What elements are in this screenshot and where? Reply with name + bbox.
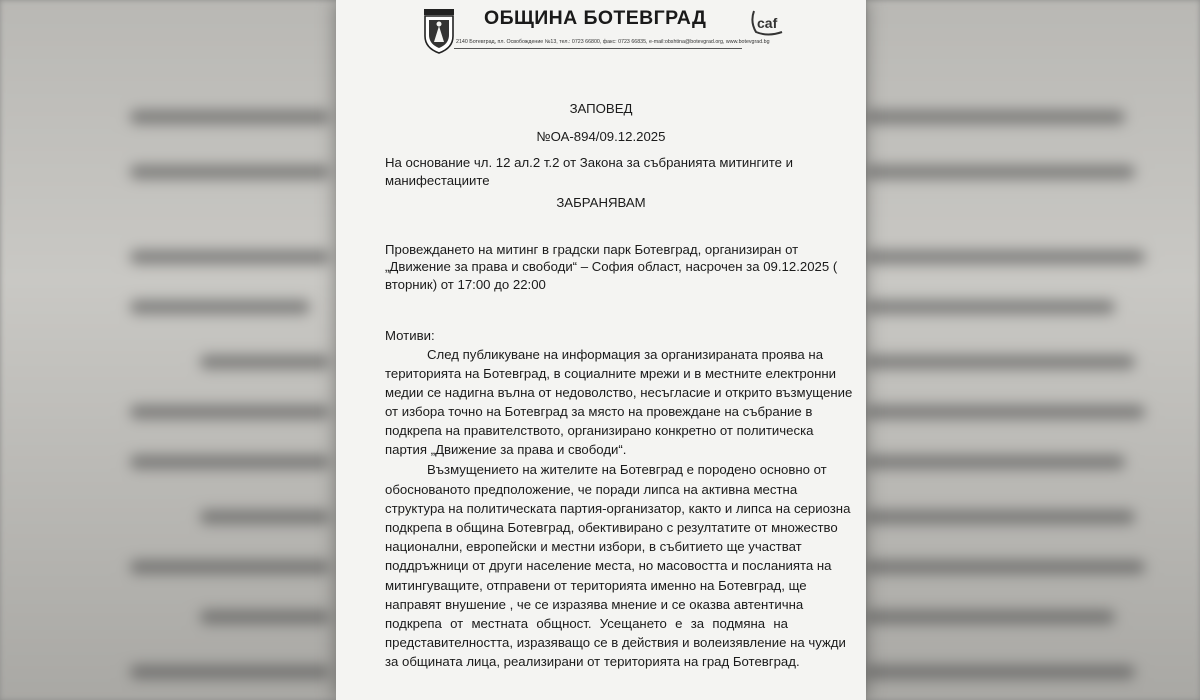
paragraph1-line: подкрепа на правителството, организирано конкретно от политическа <box>385 423 814 438</box>
paragraph2-line: представителността, изразяващо се в действия и волеизявление на чужди <box>385 635 846 650</box>
organization-name: ОБЩИНА БОТЕВГРАД <box>484 7 707 29</box>
blurred-background-left <box>0 0 340 700</box>
paragraph2-line: обоснованото предположение, че поради липса на активна местна <box>385 482 798 497</box>
motives-label: Мотиви: <box>385 328 435 343</box>
document-page <box>336 0 866 700</box>
basis-line: На основание чл. 12 ал.2 т.2 от Закона за събранията митингите и <box>385 155 793 170</box>
caf-certification-logo-icon <box>748 7 790 37</box>
contact-line: 2140 Ботевград, пл. Освобождение №13, тел.: 0723 66800, факс: 0723 66835, e-mail:obshtina@botevgrad.org, www.botevgrad.bg <box>456 39 770 45</box>
paragraph2-line: поддръжници от други население места, но масовостта и посланията на <box>385 558 832 573</box>
paragraph1-line: територията на Ботевград, в социалните мрежи и в местните електронни <box>385 366 837 381</box>
paragraph1-line: След публикуване на информация за организираната проява на <box>427 347 824 362</box>
letterhead-divider <box>454 48 742 49</box>
paragraph2-line: подкрепа в община Ботевград, обективирано с резултатите от множество <box>385 520 838 535</box>
letterhead <box>336 0 866 60</box>
paragraph2-line: Възмущението на жителите на Ботевград е породено основно от <box>427 462 827 477</box>
paragraph1-line: партия „Движение за права и свободи“. <box>385 442 627 457</box>
subject-line: Провеждането на митинг в градски парк Ботевград, организиран от <box>385 242 799 257</box>
decision-heading: ЗАБРАНЯВАМ <box>556 195 646 210</box>
subject-line: вторник) от 17:00 до 22:00 <box>385 277 546 292</box>
order-heading: ЗАПОВЕД <box>569 101 633 116</box>
basis-line: манифестациите <box>385 173 490 188</box>
municipality-crest-icon <box>422 8 456 54</box>
svg-text:caf: caf <box>757 15 778 31</box>
paragraph2-line: за общината лица, реализирани от територията на град Ботевград. <box>385 654 800 669</box>
paragraph1-line: от избора точно на Ботевград за място на провеждане на събрание в <box>385 404 813 419</box>
paragraph2-line: направят внушение , че се изразява мнение и се оказва автентична <box>385 597 804 612</box>
paragraph2-line: подкрепа от местната общност. Усещането е за подмяна на <box>385 616 788 631</box>
paragraph2-line: митингуващите, отправени от територията именно на Ботевград, ще <box>385 578 807 593</box>
paragraph2-line: структура на политическата партия-организатор, както и липса на сериозна <box>385 501 851 516</box>
paragraph2-line: национални, европейски и местни избори, в събитието ще участват <box>385 539 802 554</box>
blurred-background-right <box>865 0 1200 700</box>
order-number: №ОА-894/09.12.2025 <box>536 129 666 144</box>
subject-line: „Движение за права и свободи“ – София област, насрочен за 09.12.2025 ( <box>385 259 838 274</box>
paragraph1-line: медии се надигна вълна от недоволство, несъгласие и открито възмущение <box>385 385 853 400</box>
